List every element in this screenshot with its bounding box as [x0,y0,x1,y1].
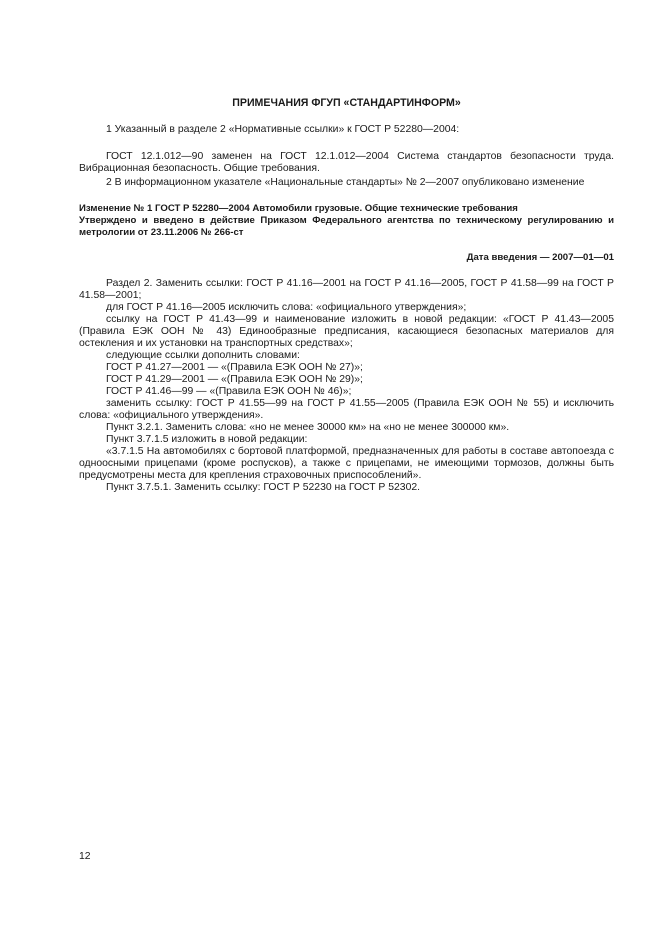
body-paragraph-3: ссылку на ГОСТ Р 41.43—99 и наименование изложить в новой редакции: «ГОСТ Р 41.43—2005 (Правила ЕЭК ООН № 43) Единообразные предписания, касающиеся безопасных материалов для остекления и их установки на транспортных средствах»; [79,314,614,349]
body-paragraph-10: Пункт 3.7.1.5 изложить в новой редакции: [106,434,308,445]
effective-date: Дата введения — 2007—01—01 [466,252,614,263]
note-2-text: 2 В информационном указателе «Национальные стандарты» № 2—2007 опубликовано изменение [106,177,585,188]
amendment-title: Изменение № 1 ГОСТ Р 52280—2004 Автомобили грузовые. Общие технические требования [79,203,518,214]
page-number: 12 [79,851,91,862]
amendment-body [79,278,614,494]
body-paragraph-1: Раздел 2. Заменить ссылки: ГОСТ Р 41.16—2001 на ГОСТ Р 41.16—2005, ГОСТ Р 41.58—99 на ГОСТ Р 41.58—2001; [79,278,614,301]
note-1 [79,124,614,136]
note-2 [79,177,614,189]
amendment-approval: Утверждено и введено в действие Приказом Федерального агентства по техническому регулированию и метрологии от 23.11.2006 № 266-ст [79,215,614,238]
body-paragraph-11: «3.7.1.5 На автомобилях с бортовой платформой, предназначенных для работы в составе автопоезда с одноосными прицепами (кроме роспусков), а также с прицепами, не имеющими тормозов, должны быть предусмотрены места для крепления страховочных приспособлений». [79,446,614,481]
body-paragraph-12: Пункт 3.7.5.1. Заменить ссылку: ГОСТ Р 52230 на ГОСТ Р 52302. [106,482,421,493]
body-paragraph-4: следующие ссылки дополнить словами: [106,350,300,361]
effective-date-block [79,252,614,264]
note-1-detail [79,151,614,175]
body-paragraph-9: Пункт 3.2.1. Заменить слова: «но не менее 30000 км» на «но не менее 300000 км». [106,422,510,433]
body-paragraph-2: для ГОСТ Р 41.16—2005 исключить слова: «официального утверждения»; [106,302,467,313]
notes-title: ПРИМЕЧАНИЯ ФГУП «СТАНДАРТИНФОРМ» [232,97,461,109]
amendment-header [79,203,614,239]
body-paragraph-6: ГОСТ Р 41.29—2001 — «(Правила ЕЭК ООН № 29)»; [106,374,363,385]
body-paragraph-7: ГОСТ Р 41.46—99 — «(Правила ЕЭК ООН № 46)»; [106,386,352,397]
note-1-detail-text: ГОСТ 12.1.012—90 заменен на ГОСТ 12.1.012—2004 Система стандартов безопасности труда. Вибрационная безопасность. Общие требования. [79,151,614,174]
note-1-text: 1 Указанный в разделе 2 «Нормативные ссылки» к ГОСТ Р 52280—2004: [106,124,460,135]
body-paragraph-5: ГОСТ Р 41.27—2001 — «(Правила ЕЭК ООН № 27)»; [106,362,363,373]
body-paragraph-8: заменить ссылку: ГОСТ Р 41.55—99 на ГОСТ Р 41.55—2005 (Правила ЕЭК ООН № 55) и исключить слова: «официального утверждения». [79,398,614,421]
